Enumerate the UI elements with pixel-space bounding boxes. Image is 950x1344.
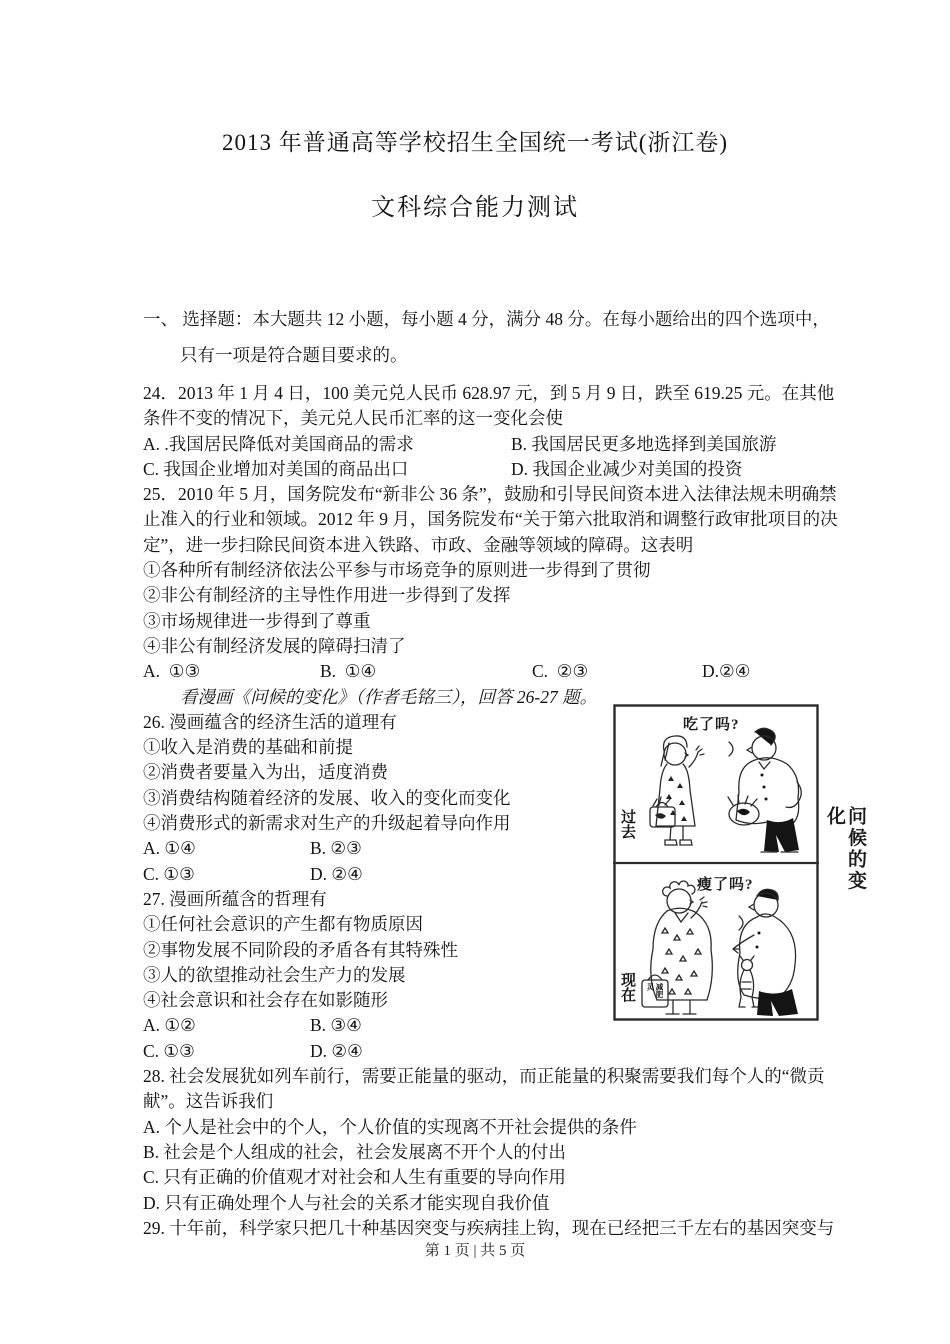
q27-item4: ④社会意识和社会存在如影随形 (143, 990, 388, 1011)
section-heading-line1: 一、 选择题：本大题共 12 小题，每小题 4 分，满分 48 分。在每小题给出的四个选项中， (143, 309, 830, 329)
q28-option-a: A. 个人是社会中的个人，个人价值的实现离不开社会提供的条件 (143, 1116, 637, 1137)
q24-stem-line2: 条件不变的情况下，美元兑人民币汇率的这一变化会使 (143, 408, 563, 429)
q25-options-row (143, 659, 843, 684)
q26-option-c: C. ①③ (143, 863, 195, 884)
cartoon-panel (613, 704, 819, 1021)
q28-option-d: D. 只有正确处理个人与社会的关系才能实现自我价值 (143, 1192, 550, 1213)
panel-label-past: 过去 (619, 809, 635, 839)
panel-label-now: 现在 (619, 972, 635, 1002)
cartoon-illustration (613, 704, 819, 1021)
q26-stem: 26. 漫画蕴含的经济生活的道理有 (143, 711, 397, 732)
q27-option-d: D. ②④ (310, 1040, 363, 1061)
q24-stem-line1: 24．2013 年 1 月 4 日，100 美元兑人民币 628.97 元，到 5 月 9 日，跌至 619.25 元。在其他 (143, 383, 835, 403)
q27-item1: ①任何社会意识的产生都有物质原因 (143, 914, 423, 935)
q25-item4: ④非公有制经济发展的障碍扫清了 (143, 635, 406, 656)
q26-item1: ①收入是消费的基础和前提 (143, 737, 353, 758)
q28-option-c: C. 只有正确的价值观才对社会和人生有重要的导向作用 (143, 1167, 566, 1188)
section-heading-line2: 只有一项是符合题目要求的。 (180, 345, 408, 365)
cartoon-vertical-caption: 问候的变化 (824, 806, 866, 892)
page-title: 2013 年普通高等学校招生全国统一考试(浙江卷) (221, 130, 729, 155)
q25-option-d: D.②④ (702, 661, 751, 682)
q24-options-row1 (143, 432, 843, 457)
q25-stem-line1: 25．2010 年 5 月，国务院发布“新非公 36 条”，鼓励和引导民间资本进入法律法规未明确禁 (143, 484, 837, 505)
q25-stem-line3: 定”，进一步扫除民间资本进入铁路、市政、金融等领域的障碍。这表明 (143, 534, 694, 555)
q28-stem-line1: 28. 社会发展犹如列车前行，需要正能量的驱动，而正能量的积聚需要我们每个人的“微贡 (143, 1066, 825, 1087)
q25-stem-line2: 止准入的行业和领域。2012 年 9 月，国务院发布“关于第六批取消和调整行政审批项目的决 (143, 509, 838, 530)
speech-bubble-now: 瘦了吗? (697, 877, 754, 893)
q28-stem-line2: 献”。这告诉我们 (143, 1091, 274, 1112)
q27-item2: ②事物发展不同阶段的矛盾各有其特殊性 (143, 939, 458, 960)
page-subtitle: 文科综合能力测试 (371, 195, 579, 221)
q26-item2: ②消费者要量入为出，适度消费 (143, 762, 388, 783)
q26-option-b: B. ②③ (310, 838, 362, 859)
q25-option-c: C. ②③ (532, 661, 589, 682)
q25-item3: ③市场规律进一步得到了尊重 (143, 610, 371, 631)
q29-stem-line1: 29. 十年前，科学家只把几十种基因突变与疾病挂上钩，现在已经把三千左右的基因突变与 (143, 1217, 835, 1238)
q26-item3: ③消费结构随着经济的发展、收入的变化而变化 (143, 787, 511, 808)
cartoon-instruction: 看漫画《问候的变化》（作者毛铭三），回答 26-27 题。 (180, 686, 598, 707)
q25-option-a: A. ①③ (143, 661, 201, 682)
q25-item1: ①各种所有制经济依法公平参与市场竞争的原则进一步得到了贯彻 (143, 560, 651, 581)
q27-option-a: A. ①② (143, 1015, 196, 1036)
q28-option-b: B. 社会是个人组成的社会，社会发展离不开个人的付出 (143, 1141, 566, 1162)
q27-stem: 27. 漫画所蕴含的哲理有 (143, 888, 327, 909)
q26-option-a: A. ①④ (143, 838, 196, 859)
q24-options-row2 (143, 457, 843, 482)
q24-option-b: B. 我国居民更多地选择到美国旅游 (511, 433, 777, 454)
q25-item2: ②非公有制经济的主导性作用进一步得到了发挥 (143, 585, 511, 606)
q27-item3: ③人的欲望推动社会生产力的发展 (143, 964, 406, 985)
q24-option-d: D. 我国企业减少对美国的投资 (511, 458, 743, 479)
q27-options-row2 (143, 1039, 843, 1064)
q26-option-d: D. ②④ (310, 863, 363, 884)
page-number-footer: 第 1 页 | 共 5 页 (424, 1243, 526, 1259)
q25-option-b: B. ①④ (320, 661, 377, 682)
q27-option-c: C. ①③ (143, 1040, 195, 1061)
q26-item4: ④消费形式的新需求对生产的升级起着导向作用 (143, 813, 511, 834)
q24-option-a: A. .我国居民降低对美国商品的需求 (143, 433, 414, 454)
q27-option-b: B. ③④ (310, 1015, 362, 1036)
bag-label: 减肥灵 (646, 983, 664, 998)
speech-bubble-past: 吃了吗? (683, 717, 740, 733)
q24-option-c: C. 我国企业增加对美国的商品出口 (143, 458, 409, 479)
